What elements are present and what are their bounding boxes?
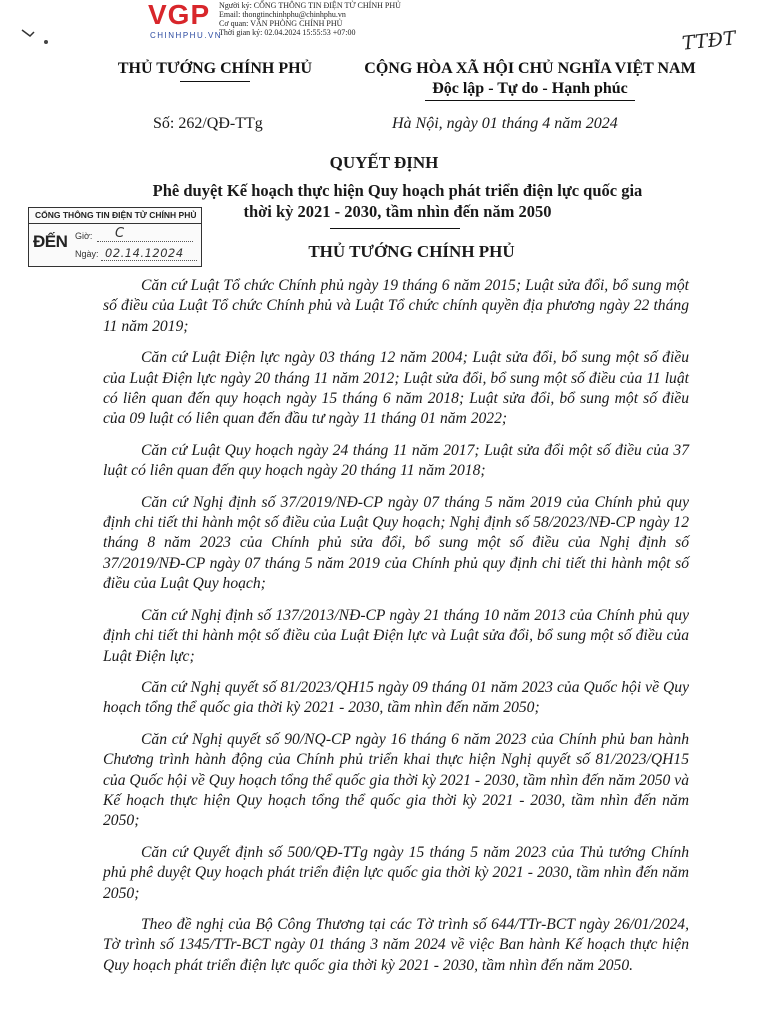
document-body — [103, 276, 689, 987]
nation-name: CỘNG HÒA XÃ HỘI CHỦ NGHĨA VIỆT NAM — [364, 60, 696, 77]
stamp-organization: CỔNG THÔNG TIN ĐIỆN TỬ CHÍNH PHỦ — [35, 210, 197, 220]
national-motto: Độc lập - Tự do - Hạnh phúc — [432, 80, 628, 97]
signature-email: Email: thongtinchinhphu@chinhphu.vn — [219, 10, 346, 19]
stamp-time-value: C — [115, 226, 125, 241]
authority-heading: THỦ TƯỚNG CHÍNH PHỦ — [308, 242, 515, 261]
vgp-logo-subtext: CHINHPHU.VN — [150, 31, 223, 40]
issuer-header — [90, 60, 340, 82]
preamble-paragraph: Căn cứ Quyết định số 500/QĐ-TTg ngày 15 tháng 5 năm 2023 của Thủ tướng Chính phủ phê duyệt Quy hoạch phát triển điện lực quốc gia thời kỳ 2021 - 2030, tầm nhìn đến năm 2050; — [103, 843, 689, 902]
place-date: Hà Nội, ngày 01 tháng 4 năm 2024 — [392, 115, 618, 132]
stamp-den-label: ĐẾN — [33, 232, 68, 251]
issuer-name: THỦ TƯỚNG CHÍNH PHỦ — [117, 60, 313, 77]
issuer-underline — [180, 81, 250, 82]
digital-signature-block — [148, 0, 438, 42]
vgp-logo — [148, 2, 228, 42]
preamble-paragraph: Căn cứ Luật Tổ chức Chính phủ ngày 19 tháng 6 năm 2015; Luật sửa đổi, bổ sung một số điều của Luật Tổ chức Chính phủ và Luật Tổ chức chính quyền địa phương ngày 22 tháng 11 năm 2019; — [103, 277, 689, 335]
proposal-paragraph: Theo đề nghị của Bộ Công Thương tại các Tờ trình số 644/TTr-BCT ngày 26/01/2024, Tờ trình số 1345/TTr-BCT ngày 01 tháng 3 năm 2024 về việc Ban hành Kế hoạch thực hiện Quy hoạch phát triển điện lực quốc gia thời kỳ 2021 - 2030, tầm nhìn đến năm 2050. — [103, 915, 689, 974]
preamble-paragraph: Căn cứ Nghị quyết số 81/2023/QH15 ngày 09 tháng 01 năm 2023 của Quốc hội về Quy hoạch tổng thể quốc gia thời kỳ 2021 - 2030, tầm nhìn đến năm 2050; — [103, 678, 689, 717]
handwritten-note: TTĐT — [680, 27, 737, 55]
vgp-logo-text: VGP — [148, 0, 211, 30]
subtitle-underline — [330, 228, 460, 229]
preamble-paragraph: Căn cứ Luật Điện lực ngày 03 tháng 12 năm 2004; Luật sửa đổi, bổ sung một số điều của Luật Điện lực ngày 20 tháng 11 năm 2012; Luật sửa đổi, bổ sung một số điều của 11 luật có liên quan đến quy hoạch ngày 15 tháng 6 năm 2018; Luật sửa đổi, bổ sung một số điều của 09 luật có liên quan đến đầu tư ngày 11 tháng 01 năm 2022; — [103, 349, 689, 428]
stamp-date-value: 02.14.12024 — [105, 246, 184, 260]
stamp-date-label: Ngày: — [75, 249, 99, 259]
subtitle-line-1: Phê duyệt Kế hoạch thực hiện Quy hoạch phát triển điện lực quốc gia — [152, 181, 643, 200]
document-title: QUYẾT ĐỊNH — [329, 153, 439, 172]
preamble-paragraph: Căn cứ Nghị định số 37/2019/NĐ-CP ngày 07 tháng 5 năm 2019 của Chính phủ quy định chi tiết thi hành một số điều của Luật Quy hoạch; Nghị định số 58/2023/NĐ-CP ngày 12 tháng 8 năm 2023 của Chính phủ sửa đổi, bổ sung một số điều của Nghị định số 37/2019/NĐ-CP ngày 07 tháng 5 năm 2019 của Chính phủ quy định chi tiết thi hành một số điều của Luật Quy hoạch; — [103, 493, 689, 593]
signature-signer: Người ký: CỔNG THÔNG TIN ĐIỆN TỬ CHÍNH PHỦ — [219, 1, 401, 10]
national-header — [325, 60, 735, 101]
scan-dot — [44, 40, 48, 44]
motto-underline — [425, 100, 635, 101]
stamp-divider — [29, 223, 201, 224]
preamble-paragraph: Căn cứ Luật Quy hoạch ngày 24 tháng 11 năm 2017; Luật sửa đổi một số điều của 37 luật có liên quan đến quy hoạch ngày 20 tháng 11 năm 2018; — [103, 441, 689, 480]
stamp-time-label: Giờ: — [75, 231, 93, 241]
preamble-paragraph: Căn cứ Nghị quyết số 90/NQ-CP ngày 16 tháng 6 năm 2023 của Chính phủ ban hành Chương trình hành động của Chính phủ triển khai thực hiện Nghị quyết số 81/2023/QH15 của Quốc hội về Quy hoạch tổng thể quốc gia thời kỳ 2021 - 2030, tầm nhìn đến năm 2050 và Kế hoạch thực hiện Quy hoạch tổng thể quốc gia thời kỳ 2021 - 2030, tầm nhìn đến năm 2050; — [103, 730, 689, 830]
signature-time: Thời gian ký: 02.04.2024 15:55:53 +07:00 — [219, 28, 356, 37]
document-number: Số: 262/QĐ-TTg — [153, 115, 263, 132]
subtitle-line-2: thời kỳ 2021 - 2030, tầm nhìn đến năm 2050 — [243, 202, 552, 221]
signature-agency: Cơ quan: VĂN PHÒNG CHÍNH PHỦ — [219, 19, 343, 28]
preamble-paragraph: Căn cứ Nghị định số 137/2013/NĐ-CP ngày 21 tháng 10 năm 2013 của Chính phủ quy định chi tiết thi hành một số điều của Luật Điện lực và Luật sửa đổi, bổ sung một số điều của Luật Điện lực; — [103, 606, 689, 665]
